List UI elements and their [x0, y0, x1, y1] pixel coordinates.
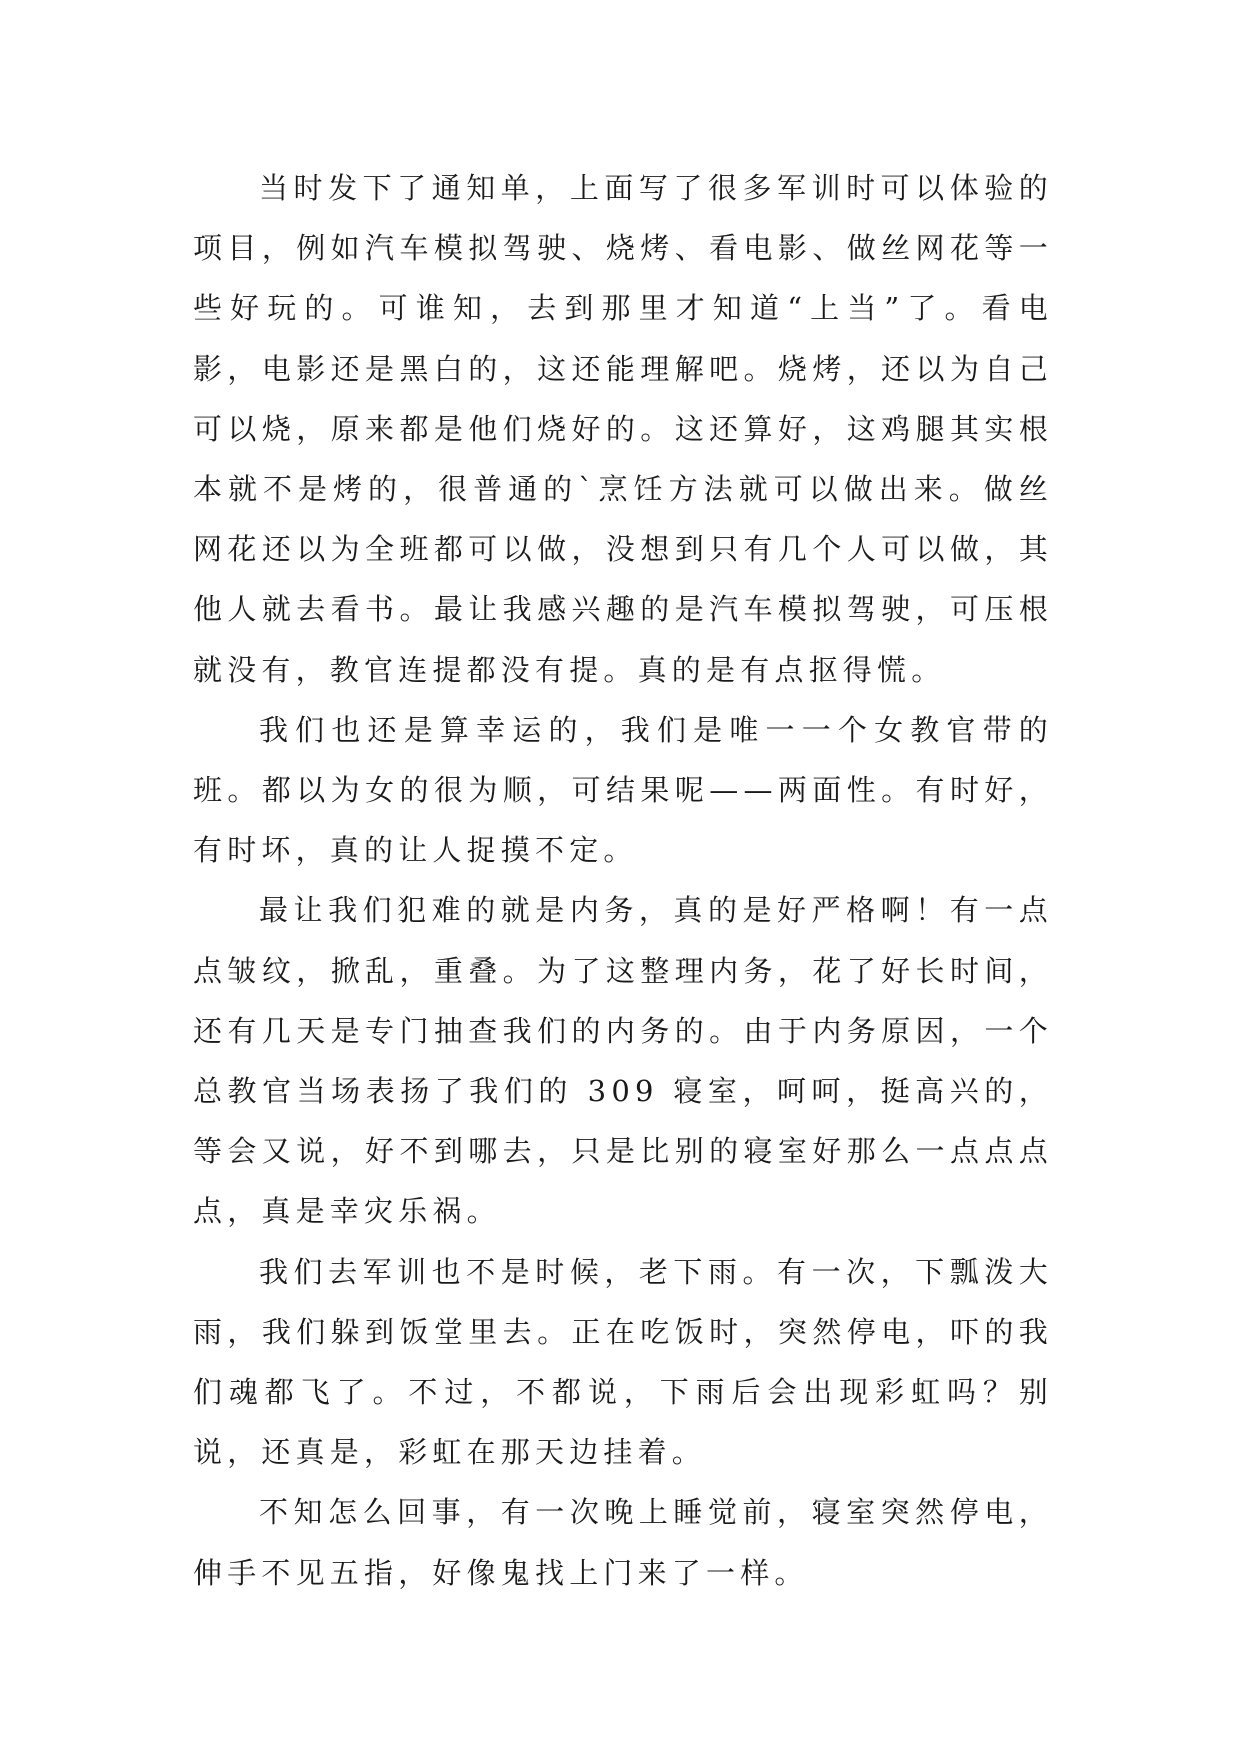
- paragraph: 我们去军训也不是时候，老下雨。有一次，下瓢泼大雨，我们躲到饭堂里去。正在吃饭时，突然停电，吓的我们魂都飞了。不过，不都说，下雨后会出现彩虹吗？别说，还真是，彩虹在那天边挂着。: [193, 1254, 1053, 1470]
- paragraph: 当时发下了通知单，上面写了很多军训时可以体验的项目，例如汽车模拟驾驶、烧烤、看电影、做丝网花等一些好玩的。可谁知，去到那里才知道“上当”了。看电影，电影还是黑白的，这还能理解吧。烧烤，还以为自己可以烧，原来都是他们烧好的。这还算好，这鸡腿其实根本就不是烤的，很普通的`烹饪方法就可以做出来。做丝网花还以为全班都可以做，没想到只有几个人可以做，其他人就去看书。最让我感兴趣的是汽车模拟驾驶，可压根就没有，教官连提都没有提。真的是有点抠得慌。: [193, 171, 1053, 687]
- paragraph: 最让我们犯难的就是内务，真的是好严格啊！有一点点皱纹，掀乱，重叠。为了这整理内务，花了好长时间，还有几天是专门抽查我们的内务的。由于内务原因，一个总教官当场表扬了我们的 309 寝室，呵呵，挺高兴的，等会又说，好不到哪去，只是比别的寝室好那么一点点点点，真是幸灾乐祸。: [193, 893, 1053, 1229]
- document-body: [193, 158, 1053, 1603]
- paragraph: 不知怎么回事，有一次晚上睡觉前，寝室突然停电，伸手不见五指，好像鬼找上门来了一样。: [193, 1495, 1053, 1590]
- paragraph: 我们也还是算幸运的，我们是唯一一个女教官带的班。都以为女的很为顺，可结果呢——两面性。有时好，有时坏，真的让人捉摸不定。: [193, 712, 1053, 868]
